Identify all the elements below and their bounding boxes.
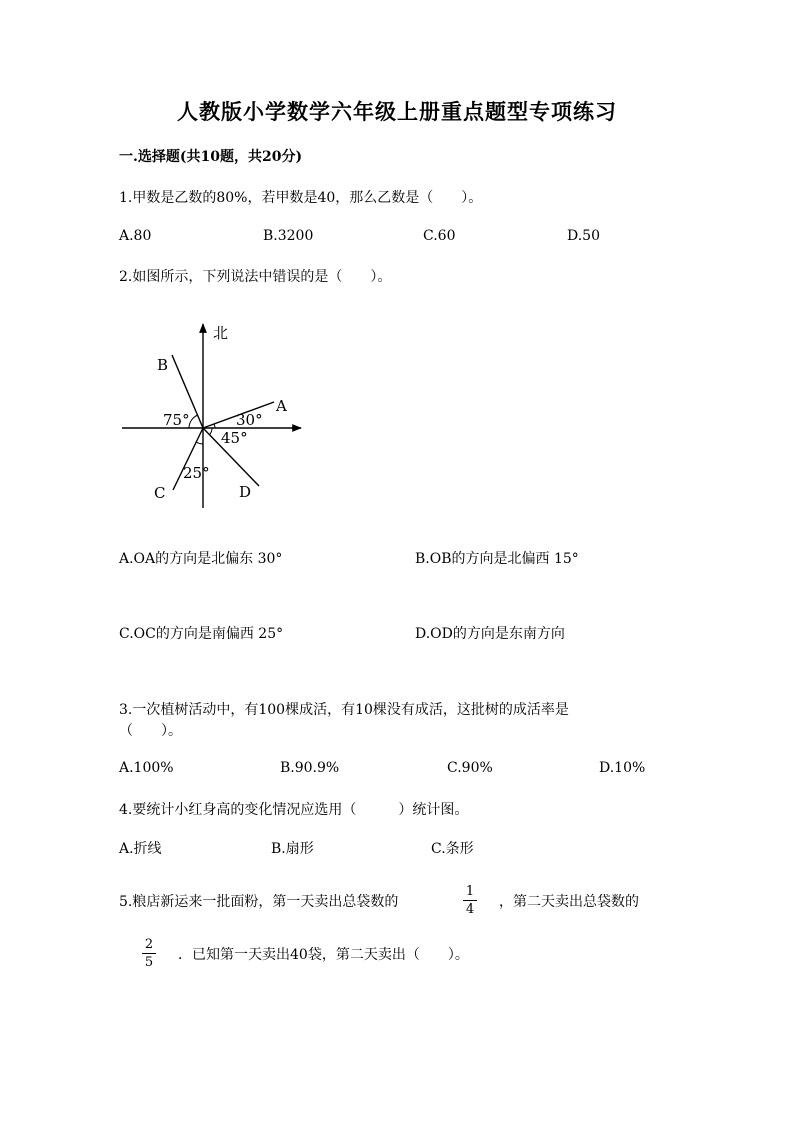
question-5-stem-part3: ．已知第一天卖出40袋，第二天卖出（ ）。 xyxy=(178,947,469,963)
question-4-stem: 4.要统计小红身高的变化情况应选用（ ）统计图。 xyxy=(119,802,469,818)
question-3-option-c: C.90% xyxy=(447,760,493,776)
question-4-option-a: A.折线 xyxy=(119,841,162,857)
angle-arc-25 xyxy=(196,442,203,444)
fraction-numerator: 2 xyxy=(144,937,154,952)
angle-arc-45 xyxy=(209,428,212,435)
question-4-option-b: B.扇形 xyxy=(271,841,314,857)
question-5-stem-part1: 5.粮店新运来一批面粉，第一天卖出总袋数的 xyxy=(119,894,399,910)
angle-label-25: 25° xyxy=(183,464,210,482)
north-label: 北 xyxy=(213,324,229,342)
fraction-denominator: 5 xyxy=(144,955,154,970)
label-b: B xyxy=(157,356,169,374)
fraction-denominator: 4 xyxy=(465,902,475,917)
label-a: A xyxy=(276,397,287,415)
direction-figure xyxy=(115,318,315,508)
question-5-stem-part2: ，第二天卖出总袋数的 xyxy=(499,894,639,910)
fraction-one-quarter xyxy=(463,884,477,917)
question-1-option-b: B.3200 xyxy=(263,228,314,244)
label-c: C xyxy=(154,484,166,502)
question-2-option-c: C.OC的方向是南偏西 25° xyxy=(119,626,284,642)
section-heading: 一.选择题(共10题，共20分) xyxy=(119,149,303,165)
fraction-two-fifths xyxy=(142,937,156,970)
question-2-stem-text: 2.如图所示，下列说法中错误的是（ ）。 xyxy=(119,269,392,285)
question-3-stem-line1: 3.一次植树活动中，有100棵成活，有10棵没有成活，这批树的成活率是 xyxy=(119,702,569,718)
question-3-option-a: A.100% xyxy=(119,760,174,776)
angle-label-45: 45° xyxy=(221,429,248,447)
question-2-option-a: A.OA的方向是北偏东 30° xyxy=(119,551,283,567)
angle-arc-75 xyxy=(189,415,198,428)
question-1-stem: 1.甲数是乙数的80%，若甲数是40，那么乙数是（ ）。 xyxy=(119,190,483,206)
question-3-option-d: D.10% xyxy=(599,760,646,776)
angle-label-75: 75° xyxy=(163,411,190,429)
question-2-option-d: D.OD的方向是东南方向 xyxy=(415,626,565,642)
question-1-option-d: D.50 xyxy=(567,228,600,244)
page-title: 人教版小学数学六年级上册重点题型专项练习 xyxy=(177,99,617,124)
question-2-option-b: B.OB的方向是北偏西 15° xyxy=(415,551,579,567)
label-d: D xyxy=(239,483,252,501)
question-3-stem-line2: （ ）。 xyxy=(119,723,182,739)
question-4-option-c: C.条形 xyxy=(431,841,474,857)
question-3-option-b: B.90.9% xyxy=(280,760,340,776)
fraction-numerator: 1 xyxy=(465,884,475,899)
angle-label-30: 30° xyxy=(236,411,263,429)
question-1-option-a: A.80 xyxy=(119,228,152,244)
question-1-option-c: C.60 xyxy=(423,228,456,244)
